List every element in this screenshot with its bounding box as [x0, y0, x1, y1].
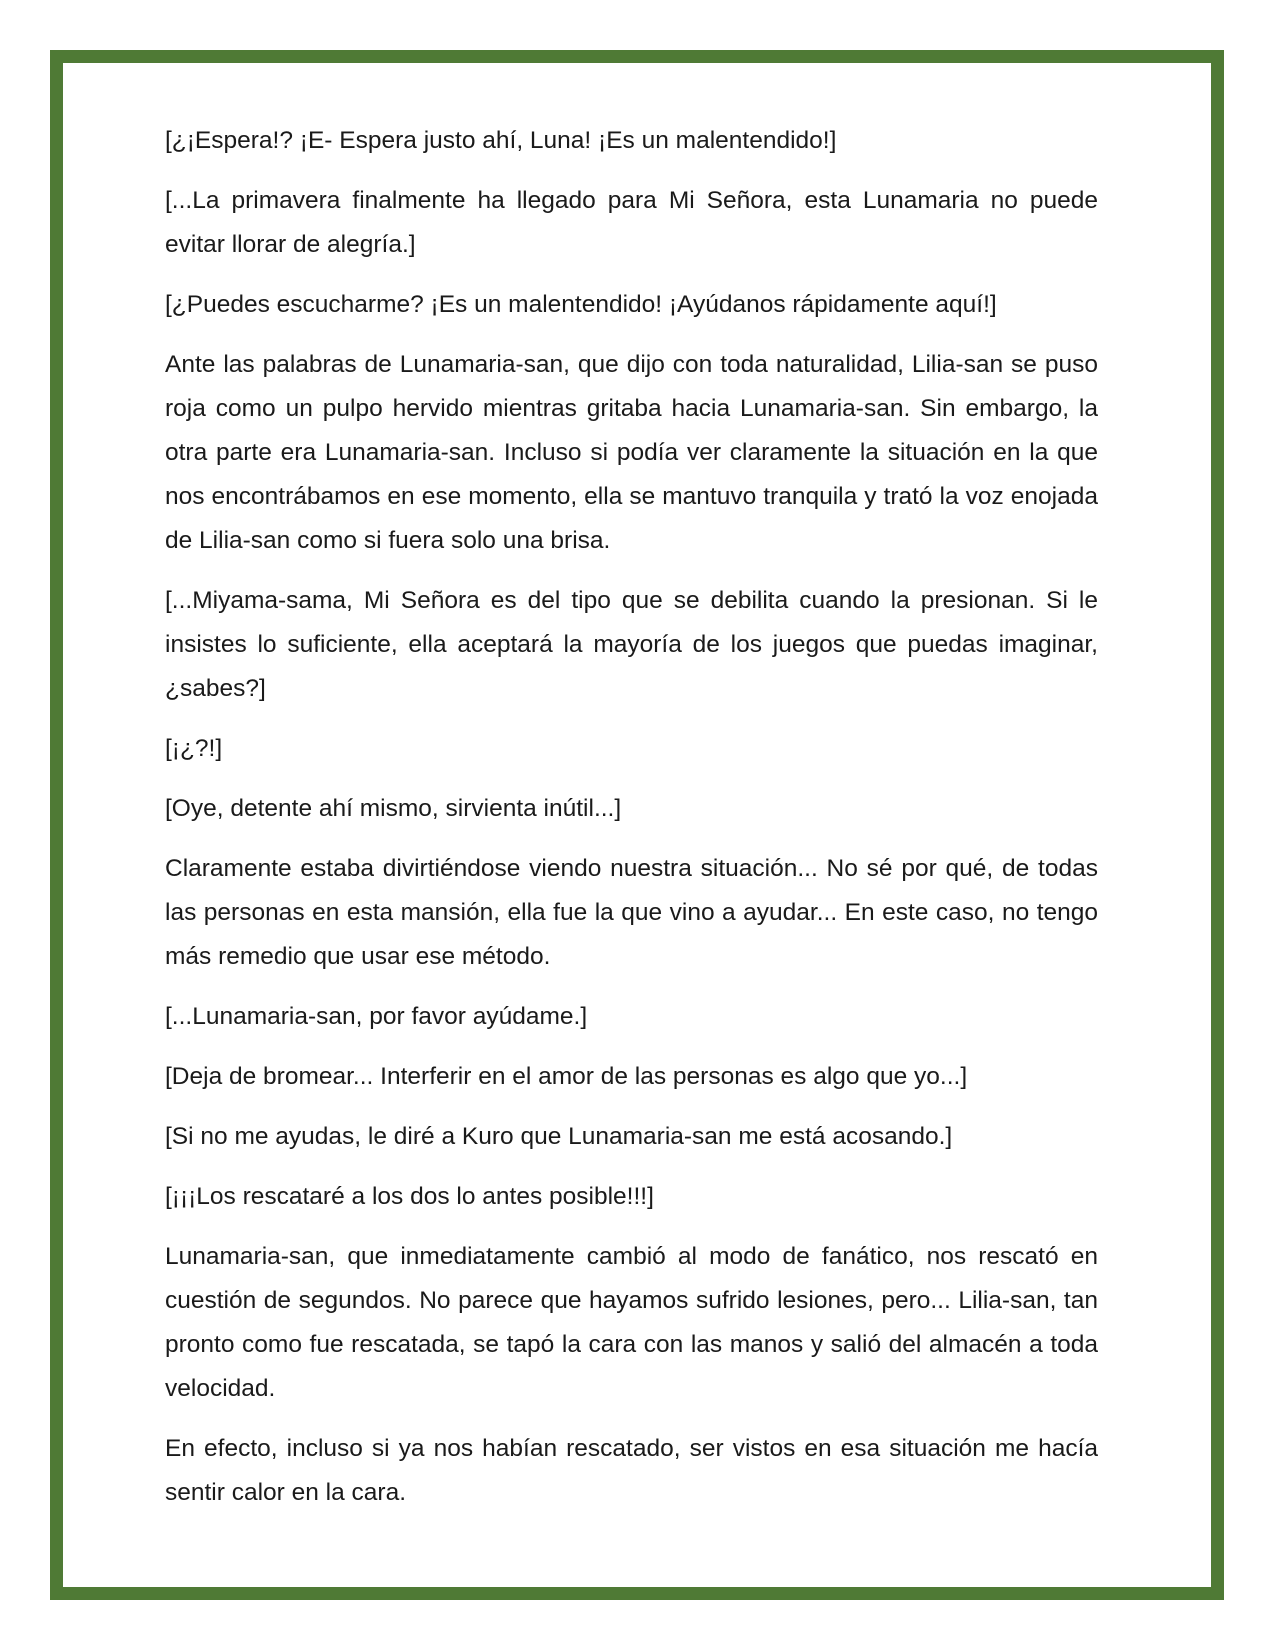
paragraph: [...Miyama-sama, Mi Señora es del tipo que se debilita cuando la presionan. Si le insistes lo suficiente, ella aceptará la mayoría de los juegos que puedas imaginar, ¿sabes?]	[165, 587, 1098, 702]
paragraph: [Oye, detente ahí mismo, sirvienta inútil...]	[165, 795, 622, 822]
paragraph: Ante las palabras de Lunamaria-san, que dijo con toda naturalidad, Lilia-san se puso roja como un pulpo hervido mientras gritaba hacia Lunamaria-san. Sin embargo, la otra parte era Lunamaria-san. Incluso si podía ver claramente la situación en la que nos encontrábamos en ese momento, ella se mantuvo tranquila y trató la voz enojada de Lilia-san como si fuera solo una brisa.	[165, 351, 1098, 554]
paragraph: En efecto, incluso si ya nos habían rescatado, ser vistos en esa situación me hacía sentir calor en la cara.	[165, 1435, 1098, 1506]
paragraph: [...Lunamaria-san, por favor ayúdame.]	[165, 1003, 588, 1030]
paragraph: [¡¡¡Los rescataré a los dos lo antes posible!!!]	[165, 1183, 654, 1210]
paragraph: [Si no me ayudas, le diré a Kuro que Lunamaria-san me está acosando.]	[165, 1123, 953, 1150]
paragraph: [...La primavera finalmente ha llegado para Mi Señora, esta Lunamaria no puede evitar llorar de alegría.]	[165, 187, 1098, 258]
paragraph: [¿Puedes escucharme? ¡Es un malentendido! ¡Ayúdanos rápidamente aquí!]	[165, 291, 997, 318]
paragraph: [¡¿?!]	[165, 735, 223, 762]
paragraph: [¿¡Espera!? ¡E- Espera justo ahí, Luna! ¡Es un malentendido!]	[165, 127, 837, 154]
paragraph: [Deja de bromear... Interferir en el amor de las personas es algo que yo...]	[165, 1063, 968, 1090]
paragraph: Claramente estaba divirtiéndose viendo nuestra situación... No sé por qué, de todas las personas en esta mansión, ella fue la que vino a ayudar... En este caso, no tengo más remedio que usar ese método.	[165, 855, 1098, 970]
paragraph: Lunamaria-san, que inmediatamente cambió al modo de fanático, nos rescató en cuestión de segundos. No parece que hayamos sufrido lesiones, pero... Lilia-san, tan pronto como fue rescatada, se tapó la cara con las manos y salió del almacén a toda velocidad.	[165, 1243, 1098, 1402]
document-body	[165, 119, 1098, 1531]
